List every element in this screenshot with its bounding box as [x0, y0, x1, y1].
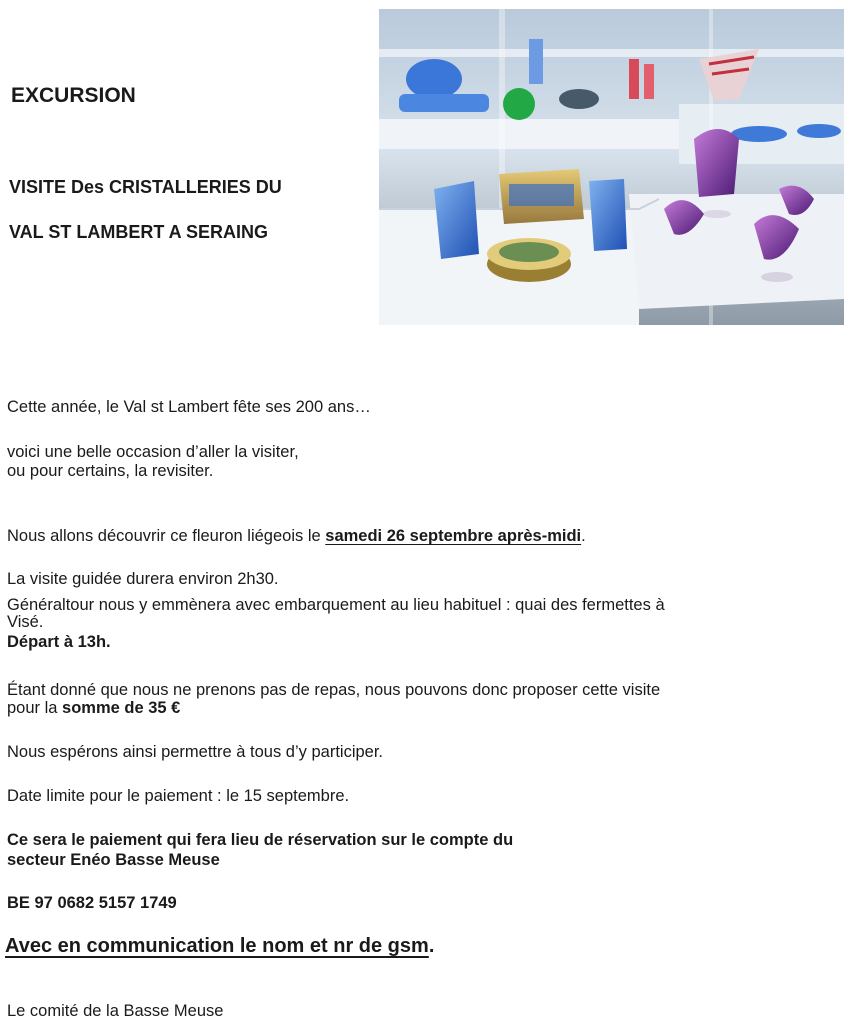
- communication-end: .: [428, 935, 435, 957]
- duration-line: La visite guidée durera environ 2h30.: [7, 570, 279, 588]
- price-line-2: [7, 699, 180, 718]
- participation-line: Nous espérons ainsi permettre à tous d’y participer.: [7, 743, 384, 761]
- payment-deadline: Date limite pour le paiement : le 15 septembre.: [7, 787, 350, 805]
- subtitle-line-1: VISITE Des CRISTALLERIES DU: [9, 177, 282, 197]
- invitation-line-1: voici une belle occasion d’aller la visiter,: [7, 443, 299, 461]
- price-amount: somme de 35 €: [62, 699, 181, 717]
- transport-line: Généraltour nous y emmènera avec embarquement au lieu habituel : quai des fermettes à: [7, 596, 665, 614]
- reservation-line-2: secteur Enéo Basse Meuse: [7, 851, 220, 869]
- date-suffix: .: [581, 527, 586, 545]
- signature: Le comité de la Basse Meuse: [7, 1002, 224, 1020]
- price-prefix: pour la: [7, 699, 63, 717]
- reservation-line-1: Ce sera le paiement qui fera lieu de réservation sur le compte du: [7, 831, 514, 849]
- crystal-glassware-display-icon: [379, 9, 844, 325]
- price-line-1: Étant donné que nous ne prenons pas de repas, nous pouvons donc proposer cette visite: [7, 681, 661, 699]
- page-title: EXCURSION: [11, 84, 136, 107]
- invitation-line-2: ou pour certains, la revisiter.: [7, 462, 214, 480]
- intro-paragraph: Cette année, le Val st Lambert fête ses 200 ans…: [7, 398, 371, 416]
- crystal-glassware-photo: [379, 9, 844, 325]
- date-prefix: Nous allons découvrir ce fleuron liégeois le: [7, 527, 326, 545]
- communication-note: [5, 935, 434, 958]
- communication-text: Avec en communication le nom et nr de gsm: [5, 935, 429, 957]
- transport-line-2: Visé.: [7, 613, 44, 631]
- excursion-date: samedi 26 septembre après-midi: [325, 527, 582, 545]
- departure-time: Départ à 13h.: [7, 633, 111, 651]
- date-paragraph: [7, 527, 586, 546]
- bank-account: BE 97 0682 5157 1749: [7, 894, 177, 912]
- subtitle-line-2: VAL ST LAMBERT A SERAING: [9, 222, 269, 242]
